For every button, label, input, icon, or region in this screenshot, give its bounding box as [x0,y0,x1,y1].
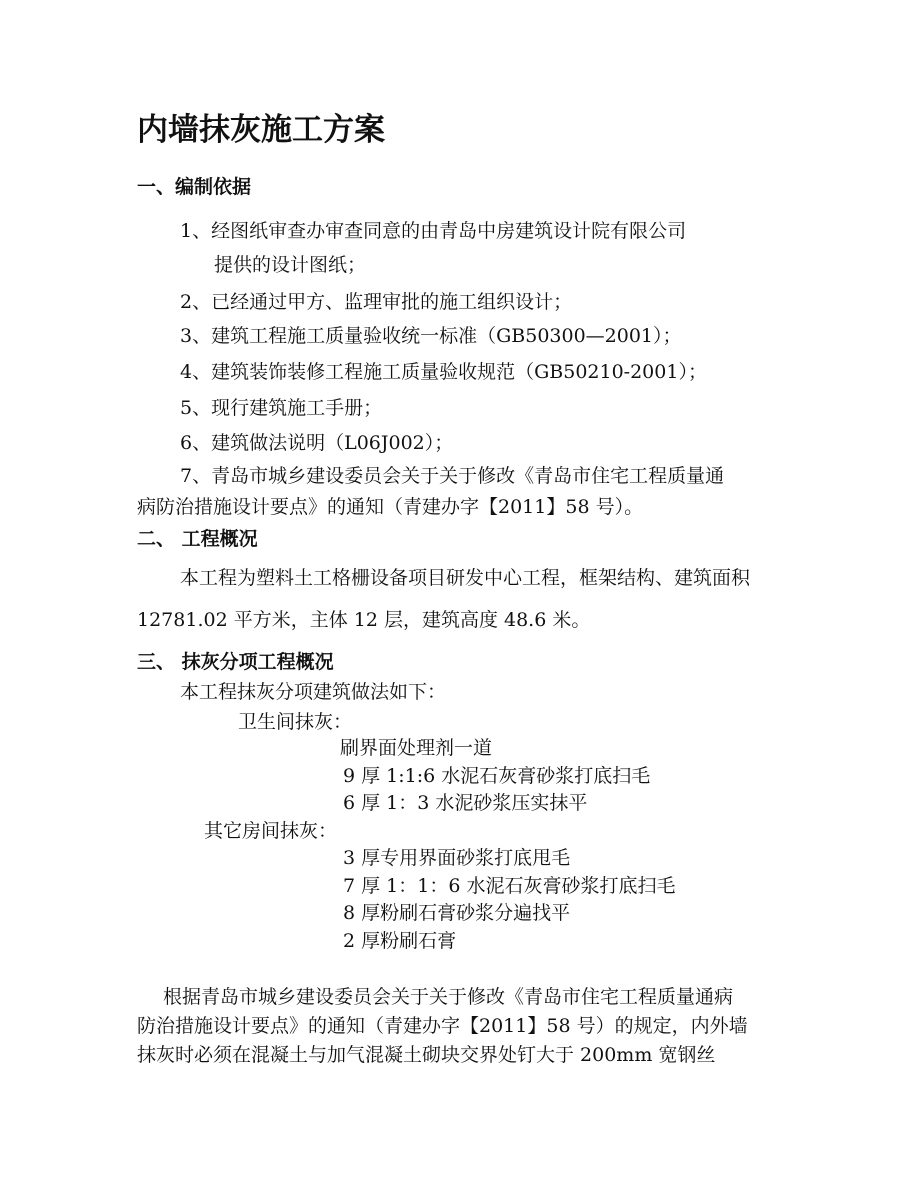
closing-line-3: 抹灰时必须在混凝土与加气混凝土砌块交界处钉大于 200mm 宽钢丝 [137,1044,716,1066]
bathroom-step-1: 刷界面处理剂一道 [340,737,493,759]
other-step-4: 2 厚粉刷石膏 [343,930,457,952]
basis-item-4: 4、建筑装饰装修工程施工质量验收规范（GB50210-2001）； [180,361,707,383]
basis-item-6: 6、建筑做法说明（L06J002）； [180,432,454,454]
basis-item-7-cont: 病防治措施设计要点》的通知（青建办字【2011】58 号）。 [137,496,644,518]
page-title: 内墙抹灰施工方案 [137,112,385,148]
basis-item-1-cont: 提供的设计图纸； [214,254,367,276]
other-step-3: 8 厚粉刷石膏砂浆分遍找平 [343,902,571,924]
closing-line-2: 防治措施设计要点》的通知（青建办字【2011】58 号）的规定，内外墙 [137,1015,748,1037]
section-heading-overview: 二、 工程概况 [137,528,258,550]
other-step-1: 3 厚专用界面砂浆打底甩毛 [343,847,571,869]
overview-line-1: 本工程为塑料土工格栅设备项目研发中心工程，框架结构、建筑面积 [180,567,751,589]
basis-item-1: 1、经图纸审查办审查同意的由青岛中房建筑设计院有限公司 [180,220,687,242]
basis-item-5: 5、现行建筑施工手册； [180,397,383,419]
basis-item-3: 3、建筑工程施工质量验收统一标准（GB50300—2001）； [180,325,682,347]
closing-line-1: 根据青岛市城乡建设委员会关于关于修改《青岛市住宅工程质量通病 [163,986,734,1008]
other-step-2: 7 厚 1：1：6 水泥石灰膏砂浆打底扫毛 [343,875,676,897]
section-heading-basis: 一、编制依据 [137,176,252,198]
plastering-intro: 本工程抹灰分项建筑做法如下： [180,681,447,703]
overview-line-2: 12781.02 平方米，主体 12 层，建筑高度 48.6 米。 [137,609,591,631]
bathroom-label: 卫生间抹灰： [238,711,353,733]
section-heading-plastering: 三、 抹灰分项工程概况 [137,651,334,673]
bathroom-step-2: 9 厚 1:1:6 水泥石灰膏砂浆打底扫毛 [343,765,651,787]
bathroom-step-3: 6 厚 1：3 水泥砂浆压实抹平 [343,792,588,814]
other-rooms-label: 其它房间抹灰： [204,820,338,842]
basis-item-2: 2、已经通过甲方、监理审批的施工组织设计； [180,291,573,313]
basis-item-7: 7、青岛市城乡建设委员会关于关于修改《青岛市住宅工程质量通 [180,465,725,487]
